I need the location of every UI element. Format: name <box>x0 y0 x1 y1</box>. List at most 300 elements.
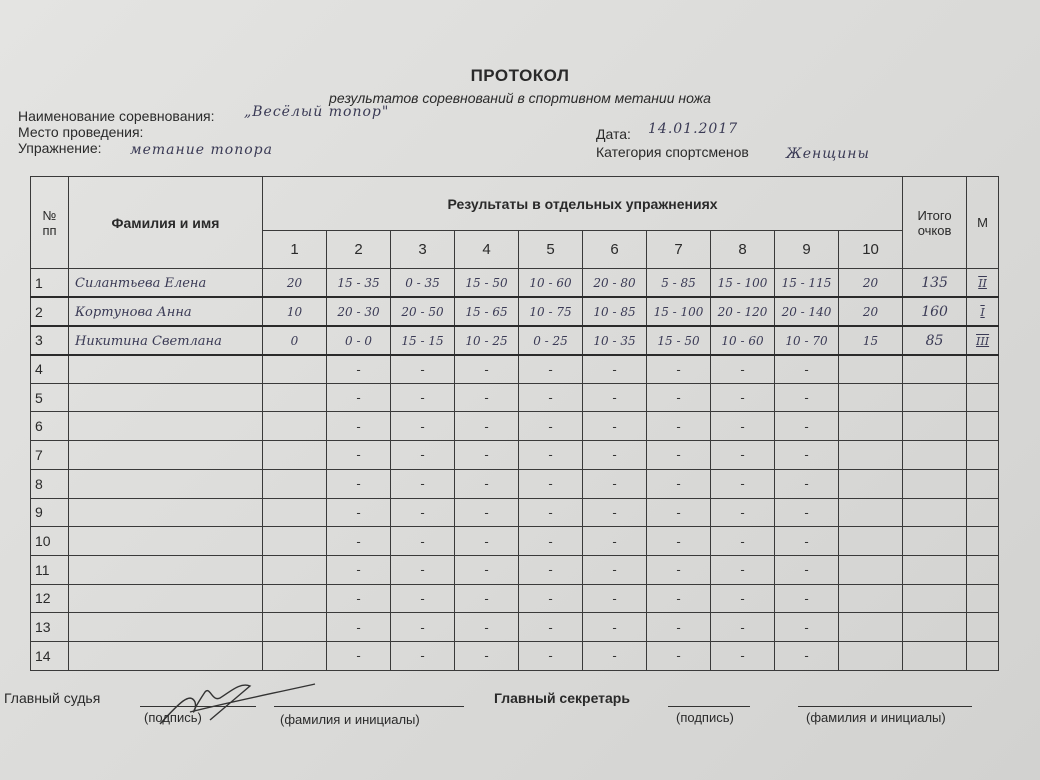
table-row <box>31 469 999 498</box>
table-row <box>31 441 999 470</box>
athlete-name <box>69 355 263 384</box>
score-dash: - <box>356 619 361 635</box>
competition-value: „Весёлый топор" <box>244 104 390 120</box>
score-cell <box>455 355 519 384</box>
athlete-name <box>69 641 263 670</box>
score-cell <box>391 355 455 384</box>
row-number: 5 <box>31 383 69 412</box>
score-cell <box>711 555 775 584</box>
place-cell <box>967 383 999 412</box>
exercise-number-8: 8 <box>711 231 775 269</box>
score-value: 15 <box>862 333 879 348</box>
score-dash: - <box>612 418 617 434</box>
place-cell <box>967 355 999 384</box>
score-cell <box>519 641 583 670</box>
score-value: 5 - 85 <box>661 276 696 291</box>
score-value: 10 - 75 <box>529 305 572 320</box>
score-cell <box>583 412 647 441</box>
score-cell <box>327 355 391 384</box>
score-cell <box>391 527 455 556</box>
score-cell <box>839 469 903 498</box>
exercise-number-6: 6 <box>583 231 647 269</box>
score-value: 15 - 50 <box>465 276 508 291</box>
score-cell <box>327 469 391 498</box>
date-label: Дата: <box>596 126 631 142</box>
total-cell <box>903 269 967 298</box>
score-cell <box>775 641 839 670</box>
score-dash: - <box>740 562 745 578</box>
score-cell <box>455 555 519 584</box>
score-cell <box>327 584 391 613</box>
score-value: 10 - 60 <box>721 333 764 348</box>
score-cell <box>647 355 711 384</box>
score-cell <box>263 498 327 527</box>
table-row <box>31 584 999 613</box>
row-number: 10 <box>31 527 69 556</box>
score-cell <box>519 412 583 441</box>
score-cell <box>711 498 775 527</box>
exercise-number-1: 1 <box>263 231 327 269</box>
score-dash: - <box>484 390 489 406</box>
total-value: 135 <box>921 275 948 292</box>
score-dash: - <box>548 533 553 549</box>
exercise-number-9: 9 <box>775 231 839 269</box>
score-value: 0 - 35 <box>405 276 440 291</box>
score-value: 0 - 25 <box>533 333 568 348</box>
score-cell <box>711 269 775 298</box>
athlete-name <box>69 469 263 498</box>
score-cell <box>839 297 903 326</box>
score-cell <box>327 498 391 527</box>
total-value: 160 <box>921 304 948 321</box>
score-dash: - <box>420 562 425 578</box>
place-value: I <box>980 306 985 320</box>
score-dash: - <box>676 418 681 434</box>
row-number: 14 <box>31 641 69 670</box>
exercise-number-2: 2 <box>327 231 391 269</box>
score-dash: - <box>740 533 745 549</box>
score-cell <box>583 355 647 384</box>
row-number: 11 <box>31 555 69 584</box>
score-cell <box>455 383 519 412</box>
score-cell <box>391 297 455 326</box>
athlete-name <box>69 326 263 355</box>
page-subtitle: результатов соревнований в спортивном метании ножа <box>329 90 711 106</box>
score-dash: - <box>740 648 745 664</box>
score-cell <box>519 584 583 613</box>
column-results-header: Результаты в отдельных упражнениях <box>263 177 903 231</box>
score-dash: - <box>804 533 809 549</box>
score-cell <box>263 584 327 613</box>
score-cell <box>263 527 327 556</box>
score-cell <box>583 555 647 584</box>
score-cell <box>839 641 903 670</box>
score-cell <box>839 555 903 584</box>
score-dash: - <box>420 504 425 520</box>
score-cell <box>647 441 711 470</box>
exercise-number-7: 7 <box>647 231 711 269</box>
score-dash: - <box>420 533 425 549</box>
score-dash: - <box>484 590 489 606</box>
score-value: 20 <box>862 305 879 320</box>
score-dash: - <box>804 390 809 406</box>
score-cell <box>647 297 711 326</box>
score-cell <box>583 297 647 326</box>
table-row <box>31 527 999 556</box>
score-cell <box>327 527 391 556</box>
score-cell <box>775 584 839 613</box>
score-dash: - <box>484 533 489 549</box>
score-cell <box>775 527 839 556</box>
score-cell <box>839 326 903 355</box>
score-value: 20 - 140 <box>781 305 832 320</box>
score-cell <box>263 441 327 470</box>
athlete-name <box>69 498 263 527</box>
table-row <box>31 498 999 527</box>
score-dash: - <box>356 562 361 578</box>
score-cell <box>647 498 711 527</box>
score-dash: - <box>420 447 425 463</box>
athlete-name <box>69 269 263 298</box>
score-dash: - <box>612 619 617 635</box>
total-cell <box>903 326 967 355</box>
score-cell <box>775 498 839 527</box>
score-cell <box>583 441 647 470</box>
score-dash: - <box>548 590 553 606</box>
score-cell <box>583 584 647 613</box>
score-dash: - <box>804 619 809 635</box>
score-value: 10 - 85 <box>593 305 636 320</box>
score-cell <box>391 469 455 498</box>
score-value: 10 <box>286 305 303 320</box>
athlete-name <box>69 412 263 441</box>
score-dash: - <box>484 476 489 492</box>
score-cell <box>647 641 711 670</box>
score-dash: - <box>484 418 489 434</box>
page-title: ПРОТОКОЛ <box>470 66 570 85</box>
place-value: III <box>976 334 990 348</box>
total-cell <box>903 613 967 642</box>
exercise-number-4: 4 <box>455 231 519 269</box>
score-cell <box>519 613 583 642</box>
score-cell <box>711 297 775 326</box>
score-dash: - <box>676 619 681 635</box>
score-cell <box>839 613 903 642</box>
date-value: 14.01.2017 <box>648 121 739 137</box>
score-dash: - <box>612 476 617 492</box>
secretary-signature-line <box>668 706 750 707</box>
results-table <box>30 176 999 671</box>
score-cell <box>647 584 711 613</box>
score-cell <box>455 613 519 642</box>
place-cell <box>967 441 999 470</box>
table-row <box>31 641 999 670</box>
row-number: 7 <box>31 441 69 470</box>
score-cell <box>263 555 327 584</box>
score-cell <box>839 269 903 298</box>
score-dash: - <box>420 590 425 606</box>
score-cell <box>647 412 711 441</box>
row-number: 9 <box>31 498 69 527</box>
score-cell <box>839 527 903 556</box>
score-cell <box>327 641 391 670</box>
score-value: 10 - 60 <box>529 276 572 291</box>
score-cell <box>391 383 455 412</box>
score-cell <box>839 355 903 384</box>
score-cell <box>519 555 583 584</box>
score-dash: - <box>612 447 617 463</box>
score-cell <box>775 297 839 326</box>
score-dash: - <box>804 361 809 377</box>
score-dash: - <box>676 648 681 664</box>
score-cell <box>455 326 519 355</box>
total-cell <box>903 527 967 556</box>
score-dash: - <box>676 504 681 520</box>
score-cell <box>583 527 647 556</box>
athlete-name-text: Кортунова Анна <box>75 305 192 321</box>
score-cell <box>647 527 711 556</box>
score-dash: - <box>356 504 361 520</box>
athlete-name <box>69 383 263 412</box>
place-cell <box>967 584 999 613</box>
score-cell <box>263 641 327 670</box>
score-dash: - <box>420 476 425 492</box>
score-dash: - <box>420 390 425 406</box>
score-cell <box>519 469 583 498</box>
score-dash: - <box>740 418 745 434</box>
score-value: 0 - 0 <box>345 333 372 348</box>
place-value: II <box>978 277 987 291</box>
score-cell <box>519 326 583 355</box>
score-dash: - <box>676 476 681 492</box>
score-dash: - <box>676 361 681 377</box>
score-dash: - <box>676 562 681 578</box>
row-number: 1 <box>31 269 69 298</box>
score-dash: - <box>484 447 489 463</box>
score-dash: - <box>484 648 489 664</box>
score-cell <box>647 613 711 642</box>
score-dash: - <box>804 447 809 463</box>
score-cell <box>519 383 583 412</box>
score-dash: - <box>548 562 553 578</box>
score-cell <box>839 412 903 441</box>
score-cell <box>775 469 839 498</box>
column-place-header: М <box>967 177 999 269</box>
category-value: Женщины <box>786 146 870 162</box>
column-total-header: Итого очков <box>903 177 967 269</box>
score-dash: - <box>548 504 553 520</box>
column-number-header: № пп <box>31 177 69 269</box>
column-name-header: Фамилия и имя <box>69 177 263 269</box>
score-cell <box>519 297 583 326</box>
score-cell <box>263 297 327 326</box>
score-dash: - <box>676 533 681 549</box>
score-value: 15 - 115 <box>781 276 832 291</box>
results-body <box>31 269 999 671</box>
score-dash: - <box>612 361 617 377</box>
score-dash: - <box>740 390 745 406</box>
score-cell <box>327 269 391 298</box>
score-dash: - <box>484 562 489 578</box>
score-cell <box>583 498 647 527</box>
score-cell <box>391 641 455 670</box>
score-value: 15 - 35 <box>337 276 380 291</box>
place-label: Место проведения: <box>18 124 144 140</box>
score-dash: - <box>740 476 745 492</box>
score-cell <box>711 412 775 441</box>
score-value: 15 - 50 <box>657 333 700 348</box>
row-number: 13 <box>31 613 69 642</box>
table-row <box>31 326 999 355</box>
place-cell <box>967 297 999 326</box>
score-value: 10 - 35 <box>593 333 636 348</box>
total-cell <box>903 355 967 384</box>
score-cell <box>455 412 519 441</box>
athlete-name <box>69 297 263 326</box>
total-cell <box>903 297 967 326</box>
place-cell <box>967 412 999 441</box>
score-cell <box>455 498 519 527</box>
score-cell <box>583 326 647 355</box>
score-cell <box>583 269 647 298</box>
total-cell <box>903 469 967 498</box>
row-number: 2 <box>31 297 69 326</box>
score-dash: - <box>356 447 361 463</box>
score-value: 15 - 100 <box>717 276 768 291</box>
score-dash: - <box>484 504 489 520</box>
total-cell <box>903 641 967 670</box>
score-dash: - <box>612 590 617 606</box>
judge-signature-caption: (подпись) <box>144 710 202 725</box>
score-dash: - <box>356 533 361 549</box>
score-value: 10 - 70 <box>785 333 828 348</box>
score-cell <box>647 326 711 355</box>
score-dash: - <box>804 504 809 520</box>
table-row <box>31 613 999 642</box>
total-cell <box>903 383 967 412</box>
score-cell <box>775 555 839 584</box>
score-value: 10 - 25 <box>465 333 508 348</box>
score-dash: - <box>612 562 617 578</box>
table-row <box>31 269 999 298</box>
score-cell <box>775 441 839 470</box>
score-dash: - <box>548 418 553 434</box>
score-dash: - <box>548 390 553 406</box>
score-value: 15 - 65 <box>465 305 508 320</box>
exercise-label: Упражнение: <box>18 140 102 156</box>
score-cell <box>711 469 775 498</box>
score-cell <box>647 383 711 412</box>
athlete-name <box>69 527 263 556</box>
score-cell <box>455 584 519 613</box>
score-cell <box>391 326 455 355</box>
score-cell <box>839 441 903 470</box>
score-cell <box>775 326 839 355</box>
secretary-name-line <box>798 706 972 707</box>
exercise-number-3: 3 <box>391 231 455 269</box>
judge-name-line <box>274 706 464 707</box>
score-cell <box>263 469 327 498</box>
score-cell <box>583 641 647 670</box>
place-cell <box>967 527 999 556</box>
score-dash: - <box>740 361 745 377</box>
score-dash: - <box>612 390 617 406</box>
score-cell <box>519 498 583 527</box>
score-dash: - <box>420 619 425 635</box>
score-cell <box>775 355 839 384</box>
score-dash: - <box>356 476 361 492</box>
score-cell <box>775 269 839 298</box>
score-cell <box>391 498 455 527</box>
score-cell <box>839 584 903 613</box>
score-dash: - <box>356 361 361 377</box>
judge-label: Главный судья <box>4 690 101 706</box>
score-cell <box>519 441 583 470</box>
score-cell <box>711 441 775 470</box>
score-dash: - <box>804 476 809 492</box>
score-cell <box>455 469 519 498</box>
row-number: 4 <box>31 355 69 384</box>
exercise-value: метание топора <box>130 142 273 158</box>
score-cell <box>519 527 583 556</box>
row-number: 8 <box>31 469 69 498</box>
score-value: 20 - 80 <box>593 276 636 291</box>
score-cell <box>775 383 839 412</box>
score-value: 20 <box>862 276 879 291</box>
score-cell <box>391 555 455 584</box>
score-dash: - <box>420 418 425 434</box>
athlete-name <box>69 555 263 584</box>
score-cell <box>327 326 391 355</box>
score-cell <box>583 469 647 498</box>
athlete-name <box>69 613 263 642</box>
score-cell <box>711 527 775 556</box>
table-row <box>31 412 999 441</box>
score-dash: - <box>740 590 745 606</box>
table-row <box>31 297 999 326</box>
score-cell <box>263 613 327 642</box>
score-cell <box>647 269 711 298</box>
score-cell <box>391 613 455 642</box>
score-dash: - <box>804 418 809 434</box>
exercise-number-10: 10 <box>839 231 903 269</box>
score-dash: - <box>676 590 681 606</box>
category-label: Категория спортсменов <box>596 144 749 160</box>
score-cell <box>455 441 519 470</box>
score-cell <box>263 326 327 355</box>
score-cell <box>263 269 327 298</box>
exercise-number-5: 5 <box>519 231 583 269</box>
table-row <box>31 555 999 584</box>
score-dash: - <box>356 390 361 406</box>
score-dash: - <box>740 504 745 520</box>
place-cell <box>967 326 999 355</box>
score-cell <box>839 498 903 527</box>
judge-name-caption: (фамилия и инициалы) <box>280 712 420 727</box>
score-cell <box>583 613 647 642</box>
score-cell <box>775 412 839 441</box>
score-cell <box>711 326 775 355</box>
score-cell <box>327 383 391 412</box>
total-cell <box>903 555 967 584</box>
score-value: 15 - 15 <box>401 333 444 348</box>
score-value: 20 - 120 <box>717 305 768 320</box>
score-dash: - <box>804 648 809 664</box>
score-dash: - <box>356 590 361 606</box>
place-cell <box>967 641 999 670</box>
score-cell <box>711 383 775 412</box>
athlete-name-text: Никитина Светлана <box>75 333 222 349</box>
